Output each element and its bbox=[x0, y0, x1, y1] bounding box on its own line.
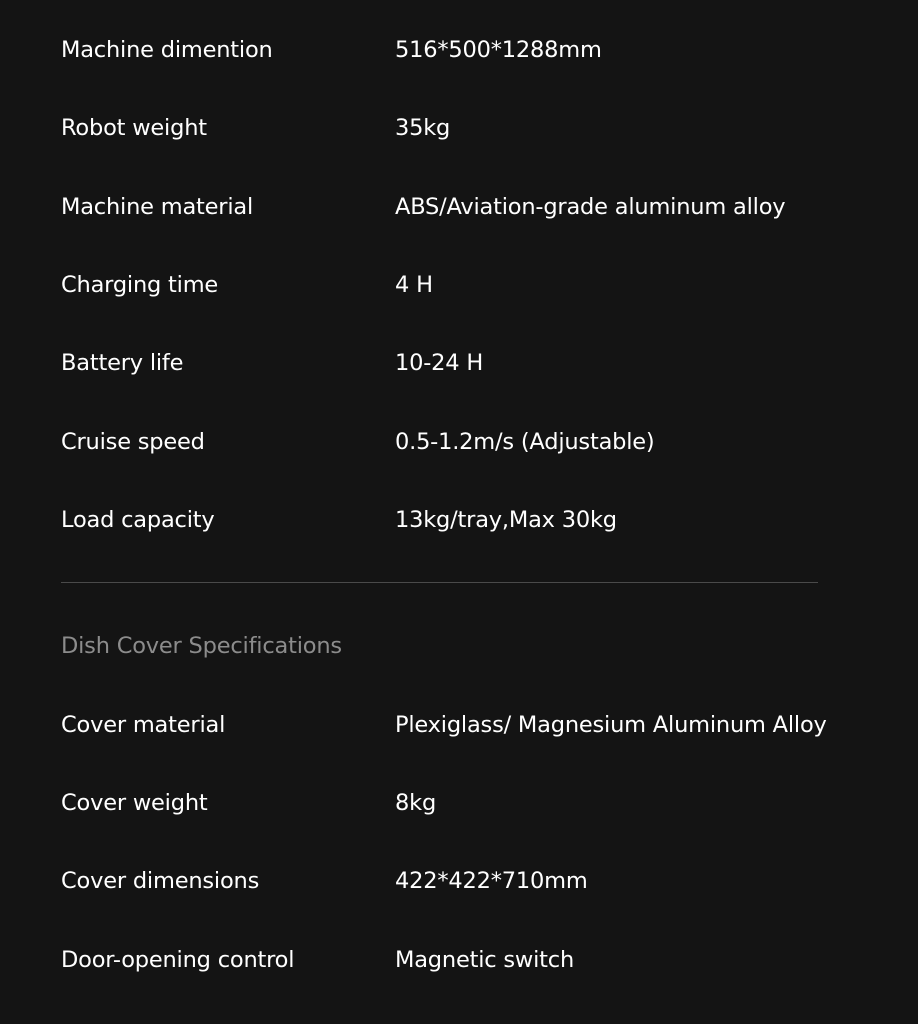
spec-label: Cruise speed bbox=[61, 429, 205, 455]
spec-value: 516*500*1288mm bbox=[395, 37, 602, 63]
spec-value: Plexiglass/ Magnesium Aluminum Alloy bbox=[395, 712, 827, 738]
spec-row-cruise-speed bbox=[0, 422, 918, 462]
spec-value: 0.5-1.2m/s (Adjustable) bbox=[395, 429, 655, 455]
spec-label: Robot weight bbox=[61, 115, 207, 141]
spec-label: Cover weight bbox=[61, 790, 208, 816]
spec-row-door-opening-control bbox=[0, 940, 918, 980]
spec-value: ABS/Aviation-grade aluminum alloy bbox=[395, 194, 786, 220]
section-title-dish-cover: Dish Cover Specifications bbox=[61, 633, 342, 659]
spec-row-robot-weight bbox=[0, 108, 918, 148]
spec-value: 422*422*710mm bbox=[395, 868, 588, 894]
spec-row-charging-time bbox=[0, 265, 918, 305]
spec-label: Battery life bbox=[61, 350, 184, 376]
spec-row-load-capacity bbox=[0, 500, 918, 540]
spec-label: Cover material bbox=[61, 712, 226, 738]
spec-label: Machine dimention bbox=[61, 37, 273, 63]
spec-label: Load capacity bbox=[61, 507, 215, 533]
spec-value: Magnetic switch bbox=[395, 947, 575, 973]
spec-label: Door-opening control bbox=[61, 947, 295, 973]
spec-value: 8kg bbox=[395, 790, 437, 816]
spec-row-cover-weight bbox=[0, 783, 918, 823]
spec-label: Machine material bbox=[61, 194, 254, 220]
spec-value: 10-24 H bbox=[395, 350, 484, 376]
spec-row-battery-life bbox=[0, 343, 918, 383]
spec-row-machine-dimension bbox=[0, 30, 918, 70]
spec-label: Charging time bbox=[61, 272, 219, 298]
spec-value: 35kg bbox=[395, 115, 451, 141]
spec-row-machine-material bbox=[0, 187, 918, 227]
spec-row-cover-material bbox=[0, 705, 918, 745]
spec-label: Cover dimensions bbox=[61, 868, 260, 894]
section-divider bbox=[61, 582, 818, 583]
spec-value: 4 H bbox=[395, 272, 433, 298]
spec-row-cover-dimensions bbox=[0, 861, 918, 901]
spec-value: 13kg/tray,Max 30kg bbox=[395, 507, 617, 533]
